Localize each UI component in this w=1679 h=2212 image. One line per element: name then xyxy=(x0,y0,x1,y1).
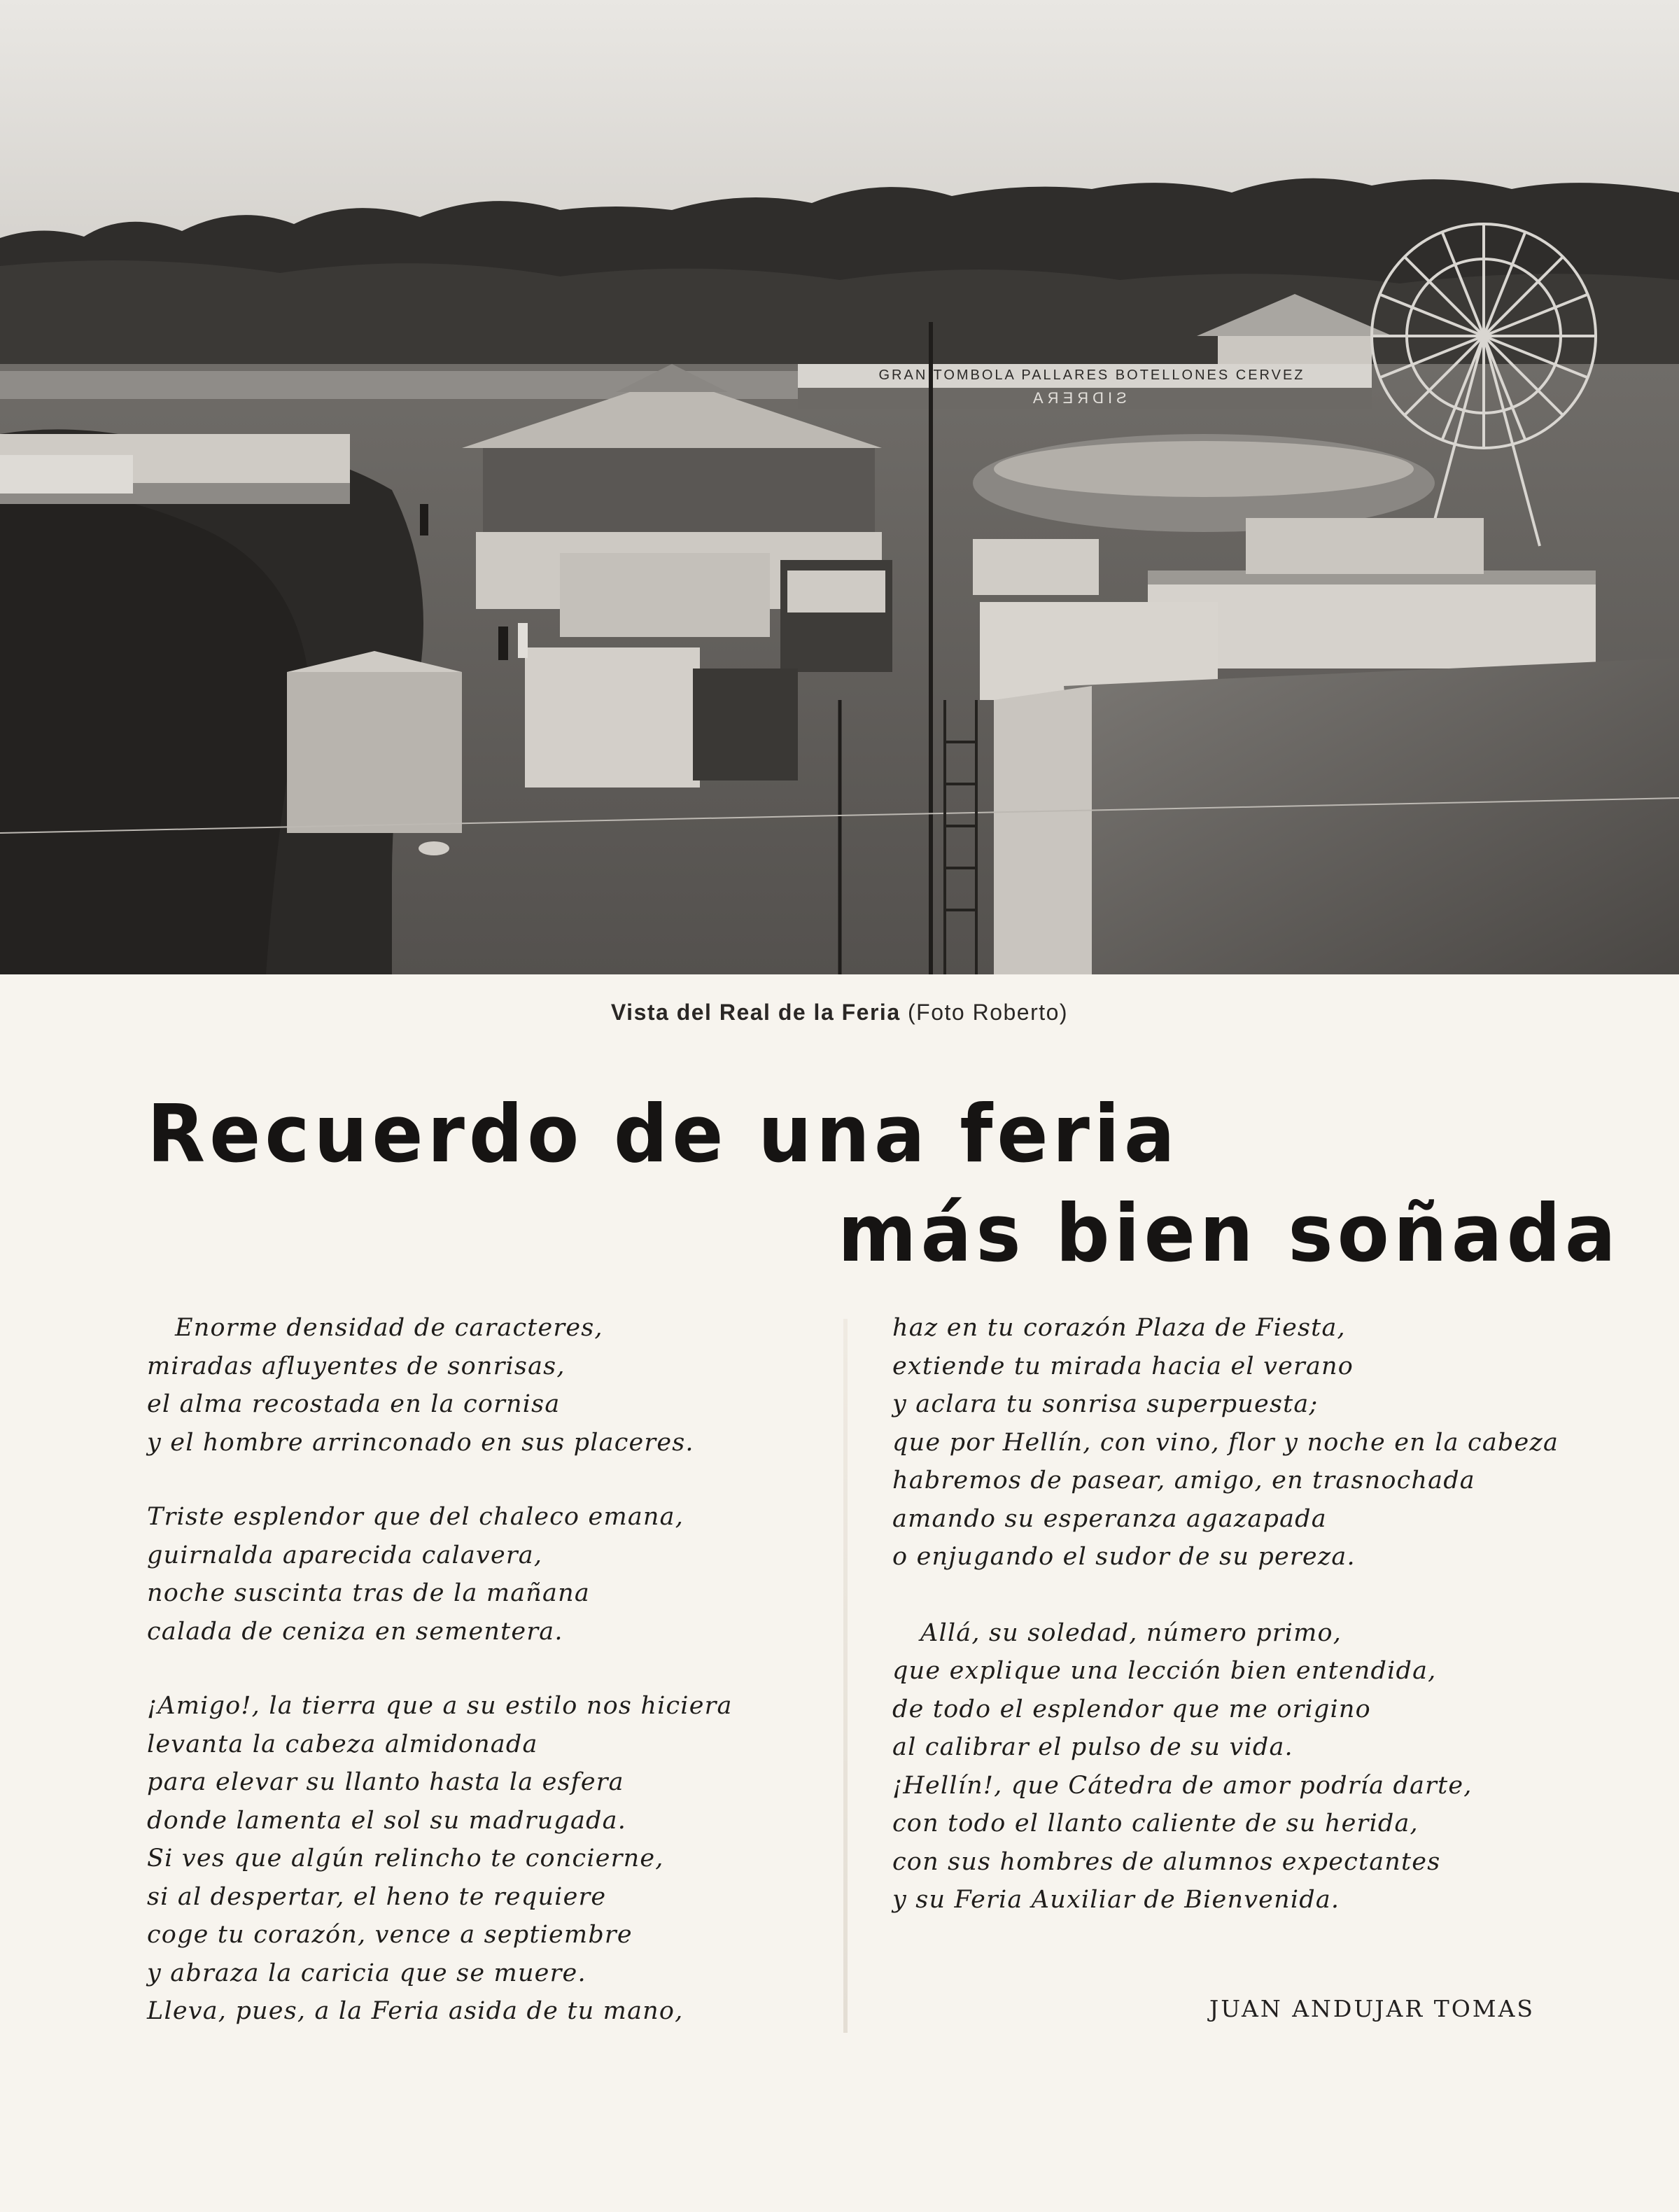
article-title-line-1: Recuerdo de una feria xyxy=(147,1088,1179,1181)
poem-line: ¡Amigo!, la tierra que a su estilo nos hiciera xyxy=(147,1692,733,1720)
poem-line: noche suscinta tras de la mañana xyxy=(147,1579,590,1607)
poem-line: con sus hombres de alumnos expectantes xyxy=(892,1847,1441,1876)
poem-stanza xyxy=(147,1687,763,2031)
poem-line: haz en tu corazón Plaza de Fiesta, xyxy=(892,1314,1346,1342)
poem-line: coge tu corazón, vence a septiembre xyxy=(147,1921,633,1949)
poem-line: para elevar su llanto hasta la esfera xyxy=(147,1768,624,1796)
poem-line: al calibrar el pulso de su vida. xyxy=(892,1733,1293,1761)
poem-line: que explique una lección bien entendida, xyxy=(892,1657,1437,1685)
poem-line: si al despertar, el heno te requiere xyxy=(147,1882,607,1911)
author-signature: JUAN ANDUJAR TOMAS xyxy=(1209,1995,1536,2022)
poem-stanza xyxy=(147,1309,763,1462)
fairground-photo xyxy=(0,0,1679,974)
poem-right-column xyxy=(892,1309,1578,1956)
poem-stanza xyxy=(892,1309,1578,1576)
poem-stanza xyxy=(892,1614,1578,1919)
article-title-line-2: más bien soñada xyxy=(838,1188,1620,1280)
poem-line: Lleva, pues, a la Feria asida de tu mano, xyxy=(147,1997,684,2025)
poem-line: Triste esplendor que del chaleco emana, xyxy=(147,1503,684,1531)
poem-line: Allá, su soledad, número primo, xyxy=(920,1618,1342,1647)
poem-left-column xyxy=(147,1309,763,2067)
poem-line: guirnalda aparecida calavera, xyxy=(147,1541,543,1569)
poem-line: donde lamenta el sol su madrugada. xyxy=(147,1806,627,1835)
column-divider xyxy=(843,1319,848,2033)
poem-line: y su Feria Auxiliar de Bienvenida. xyxy=(892,1886,1340,1914)
poem-line: Si ves que algún relincho te concierne, xyxy=(147,1844,664,1872)
poem-line: extiende tu mirada hacia el verano xyxy=(892,1352,1354,1380)
poem-line: y el hombre arrinconado en sus placeres. xyxy=(147,1428,694,1457)
poem-line: o enjugando el sudor de su pereza. xyxy=(892,1543,1356,1571)
caption-bold: Vista del Real de la Feria xyxy=(610,1000,901,1025)
poem-line: levanta la cabeza almidonada xyxy=(147,1730,538,1758)
photo-caption xyxy=(0,1000,1679,1026)
poem-line: que por Hellín, con vino, flor y noche en la cabeza xyxy=(892,1428,1559,1457)
poem-line: y abraza la caricia que se muere. xyxy=(147,1959,586,1987)
poem-line: el alma recostada en la cornisa xyxy=(147,1390,561,1418)
poem-line: de todo el esplendor que me origino xyxy=(892,1695,1371,1723)
caption-credit: (Foto Roberto) xyxy=(908,1000,1069,1025)
poem-line: amando su esperanza agazapada xyxy=(892,1504,1327,1533)
poem-line: y aclara tu sonrisa superpuesta; xyxy=(892,1390,1319,1418)
photo-sign-text: GRAN TOMBOLA PALLARES BOTELLONES CERVEZ xyxy=(878,368,1305,383)
poem-line: Enorme densidad de caracteres, xyxy=(175,1314,603,1342)
poem-line: ¡Hellín!, que Cátedra de amor podría darte, xyxy=(892,1771,1473,1800)
poem-line: con todo el llanto caliente de su herida, xyxy=(892,1809,1419,1837)
poem-stanza xyxy=(147,1498,763,1651)
poem-line: miradas afluyentes de sonrisas, xyxy=(147,1352,565,1380)
photo-sign-reversed: SIDRERA xyxy=(1029,389,1127,407)
poem-line: calada de ceniza en sementera. xyxy=(147,1617,563,1646)
poem-line: habremos de pasear, amigo, en trasnochada xyxy=(892,1466,1475,1494)
